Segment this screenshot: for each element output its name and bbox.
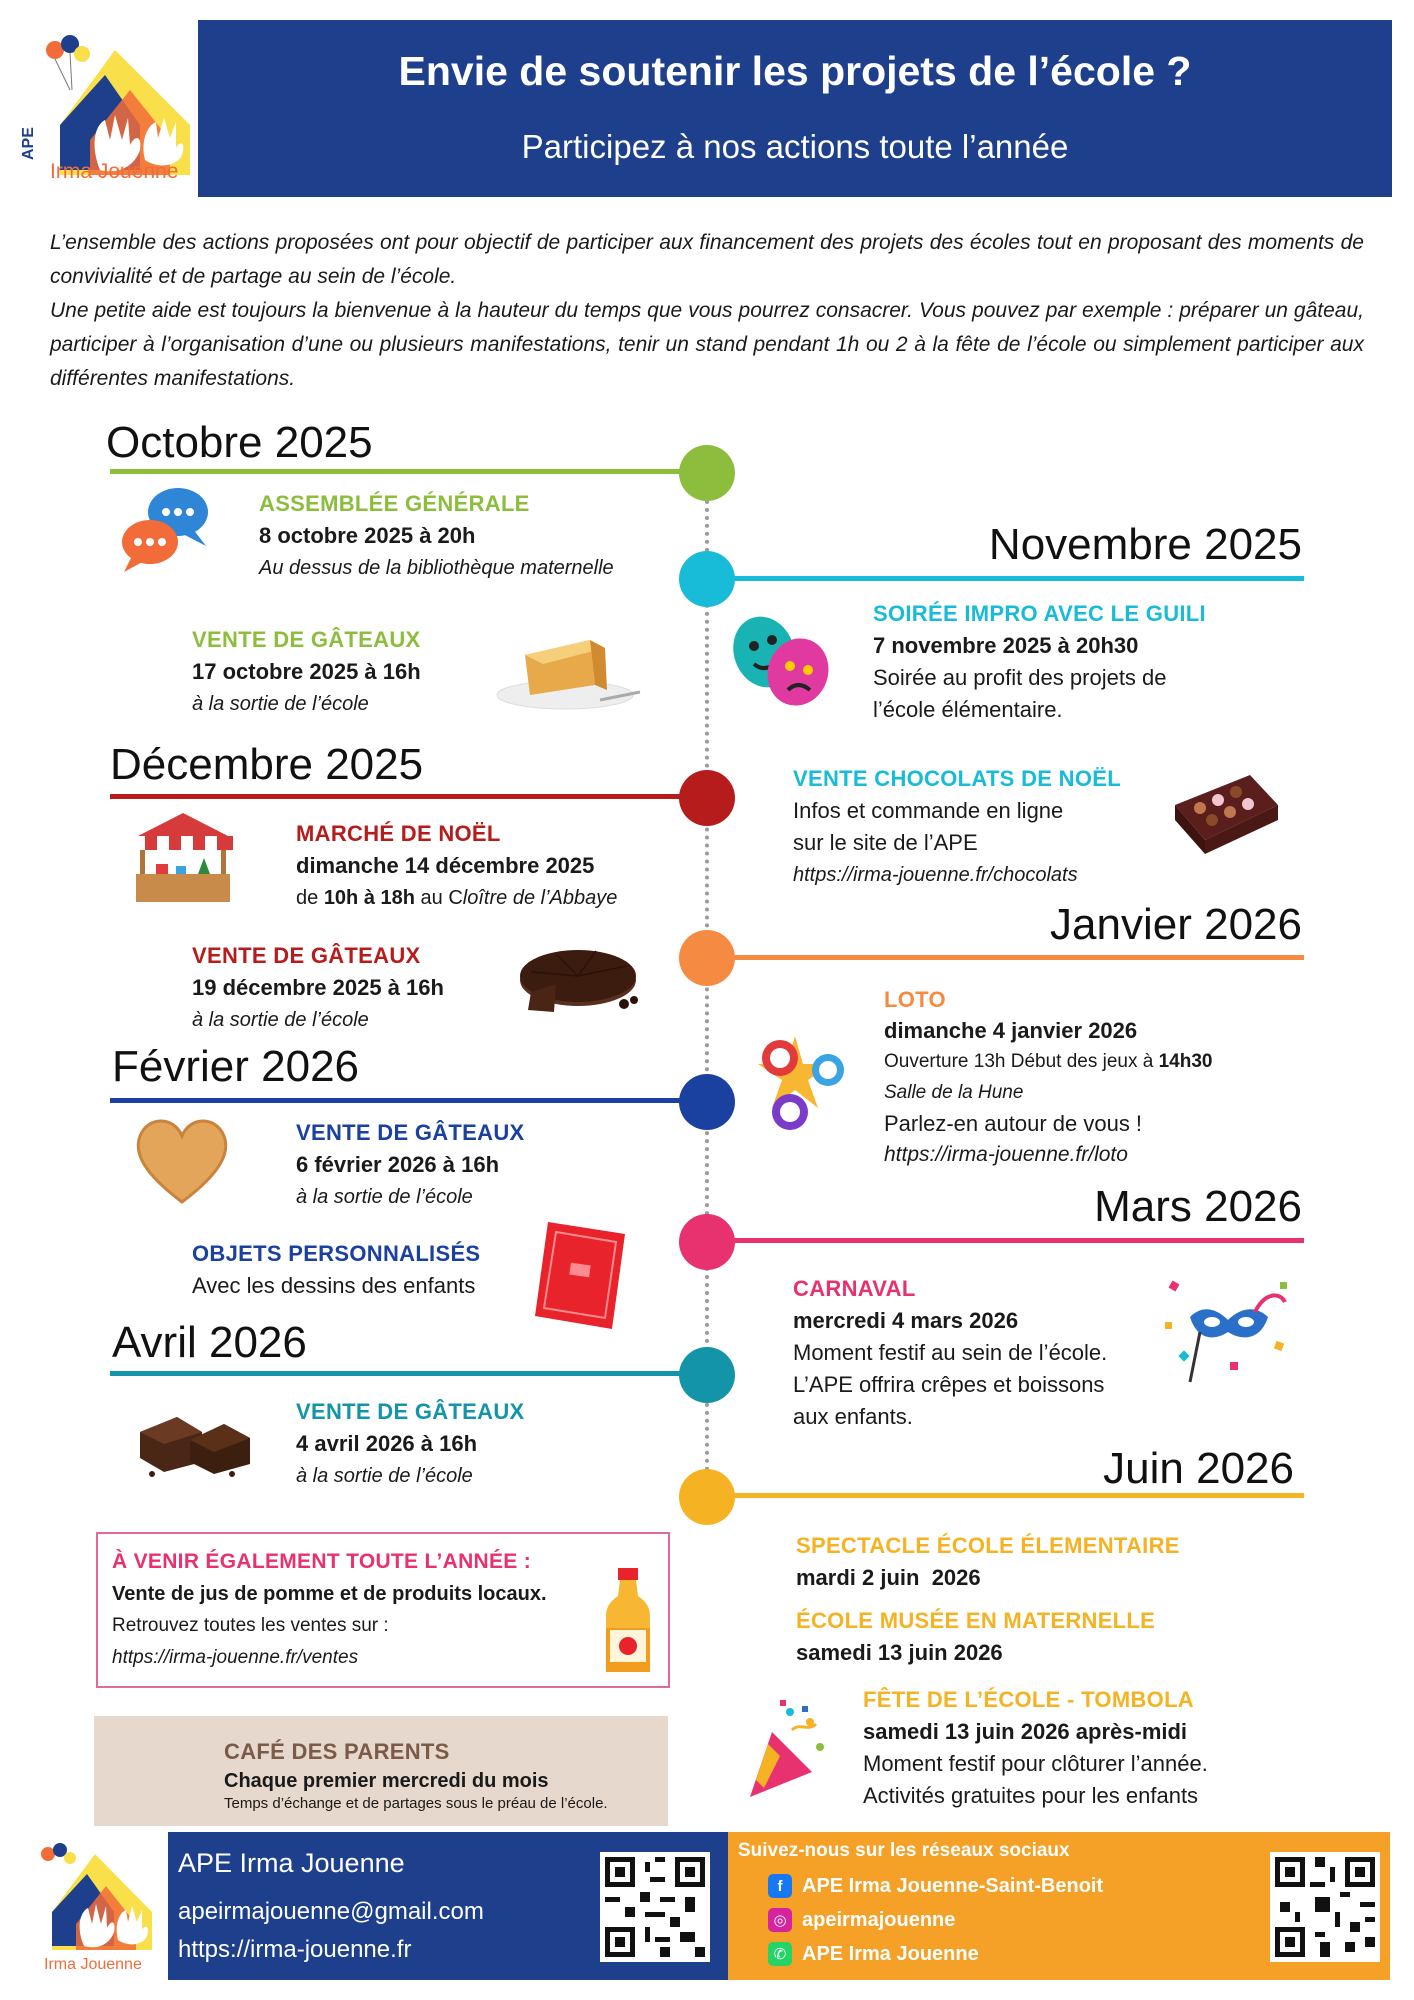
line-oct — [110, 469, 692, 474]
event-title: FÊTE DE L’ÉCOLE - TOMBOLA — [863, 1687, 1194, 1712]
month-nov: Novembre 2025 — [988, 520, 1302, 569]
qr-code-site[interactable] — [600, 1852, 710, 1962]
line-mar — [720, 1238, 1304, 1243]
footer-follow: Suivez-nous sur les réseaux sociaux — [738, 1840, 1070, 1861]
event-hours: 10h à 18h — [323, 887, 415, 909]
event-text-1: Infos et commande en ligne — [793, 798, 1064, 823]
event-title: SPECTACLE ÉCOLE ÉLEMENTAIRE — [796, 1533, 1180, 1558]
line-dec — [110, 794, 692, 799]
node-oct — [679, 445, 735, 501]
event-de: de — [296, 887, 319, 909]
footer-social — [728, 1832, 1390, 1980]
event-place: à la sortie de l’école — [192, 693, 369, 715]
event-place: à la sortie de l’école — [296, 1465, 473, 1487]
event-place: loître de l’Abbaye — [462, 887, 618, 909]
a-venir-title: À VENIR ÉGALEMENT TOUTE L’ANNÉE : — [112, 1550, 532, 1573]
line-feb — [110, 1098, 692, 1103]
event-text-1: Moment festif au sein de l’école. — [793, 1340, 1108, 1365]
a-venir-content — [112, 1546, 547, 1674]
a-venir-line-2: Retrouvez toutes les ventes sur : — [112, 1615, 389, 1636]
event-title: VENTE DE GÂTEAUX — [192, 943, 421, 968]
event-date: 7 novembre 2025 à 20h30 — [873, 633, 1139, 658]
a-venir-box — [96, 1532, 670, 1688]
event-assemblee-generale — [259, 488, 614, 584]
event-text-3: aux enfants. — [793, 1404, 913, 1429]
event-date: 6 février 2026 à 16h — [296, 1152, 500, 1177]
cafe-content — [224, 1736, 608, 1814]
page-title: Envie de soutenir les projets de l’école ? — [398, 48, 1192, 94]
event-opening-line — [884, 1046, 1212, 1077]
heart-biscuit-icon — [132, 1112, 232, 1212]
cafe-title: CAFÉ DES PARENTS — [224, 1739, 450, 1764]
cafe-parents-box — [94, 1716, 668, 1826]
footer-contact — [168, 1832, 728, 1980]
month-jun: Juin 2026 — [1103, 1444, 1294, 1493]
event-soiree-impro — [873, 598, 1206, 726]
node-jun — [679, 1469, 735, 1525]
sponge-cake-icon — [495, 620, 645, 720]
month-oct: Octobre 2025 — [106, 418, 373, 467]
logo-name: Irma Jouenne — [50, 160, 179, 183]
facebook-link[interactable] — [768, 1874, 1103, 1898]
event-text-2: Activités gratuites pour les enfants — [863, 1783, 1199, 1808]
chocolate-box-icon — [1170, 770, 1280, 860]
event-date: samedi 13 juin 2026 après-midi — [863, 1719, 1188, 1744]
event-start: 14h30 — [1158, 1051, 1213, 1072]
brownies-icon — [132, 1392, 257, 1482]
event-spectacle — [796, 1530, 1180, 1594]
month-mar: Mars 2026 — [1094, 1182, 1302, 1231]
event-date: samedi 13 juin 2026 — [796, 1640, 1003, 1665]
month-feb: Février 2026 — [112, 1042, 360, 1091]
facebook-icon: f — [768, 1874, 792, 1898]
header-banner — [198, 20, 1392, 197]
event-place: à la sortie de l’école — [192, 1009, 369, 1031]
cafe-line-1: Chaque premier mercredi du mois — [224, 1770, 549, 1792]
event-vente-gateaux-dec — [192, 940, 444, 1036]
event-place: Salle de la Hune — [884, 1082, 1024, 1103]
event-talk: Parlez-en autour de vous ! — [884, 1111, 1143, 1136]
whatsapp-label: APE Irma Jouenne — [802, 1942, 979, 1965]
event-title: SOIRÉE IMPRO AVEC LE GUILI — [873, 601, 1206, 626]
personalized-tea-towel-icon — [530, 1214, 630, 1339]
party-popper-icon — [740, 1692, 830, 1807]
event-text-1: Soirée au profit des projets de — [873, 665, 1167, 690]
event-date: 4 avril 2026 à 16h — [296, 1431, 478, 1456]
whatsapp-link[interactable] — [768, 1942, 979, 1966]
chat-bubbles-icon — [118, 484, 213, 579]
whatsapp-icon: ✆ — [768, 1942, 792, 1966]
ventes-link[interactable]: https://irma-jouenne.fr/ventes — [112, 1647, 359, 1668]
event-title: VENTE CHOCOLATS DE NOËL — [793, 766, 1121, 791]
theatre-masks-icon — [726, 612, 836, 717]
node-jan — [679, 930, 735, 986]
event-date: mardi 2 juin 2026 — [796, 1565, 981, 1590]
event-date: 19 décembre 2025 à 16h — [192, 975, 444, 1000]
facebook-label: APE Irma Jouenne-Saint-Benoit — [802, 1874, 1104, 1897]
loto-link[interactable]: https://irma-jouenne.fr/loto — [884, 1143, 1128, 1166]
event-date: 17 octobre 2025 à 16h — [192, 659, 421, 684]
event-ecole-musee — [796, 1605, 1155, 1669]
a-venir-line-1: Vente de jus de pomme et de produits locaux. — [112, 1583, 547, 1605]
chocolats-link[interactable]: https://irma-jouenne.fr/chocolats — [793, 864, 1078, 886]
month-apr: Avril 2026 — [112, 1318, 307, 1367]
footer-email[interactable]: apeirmajouenne@gmail.com — [178, 1898, 484, 1925]
event-fete-ecole — [863, 1684, 1208, 1812]
event-text-2: l’école élémentaire. — [873, 697, 1063, 722]
line-jan — [720, 955, 1304, 960]
event-au: au C — [420, 887, 463, 909]
node-apr — [679, 1347, 735, 1403]
instagram-label: apeirmajouenne — [802, 1908, 956, 1931]
event-date: mercredi 4 mars 2026 — [793, 1308, 1019, 1333]
instagram-icon: ◎ — [768, 1908, 792, 1932]
node-nov — [679, 551, 735, 607]
event-title: VENTE DE GÂTEAUX — [296, 1120, 525, 1145]
event-date: dimanche 4 janvier 2026 — [884, 1018, 1138, 1043]
event-text-2: L’APE offrira crêpes et boissons — [793, 1372, 1105, 1397]
event-place: à la sortie de l’école — [296, 1186, 473, 1208]
event-text-2: sur le site de l’APE — [793, 830, 978, 855]
chocolate-tart-icon — [516, 942, 646, 1027]
event-title: VENTE DE GÂTEAUX — [192, 627, 421, 652]
footer-site[interactable]: https://irma-jouenne.fr — [178, 1936, 412, 1963]
node-dec — [679, 770, 735, 826]
event-title: MARCHÉ DE NOËL — [296, 821, 501, 846]
event-vente-gateaux-oct — [192, 624, 421, 720]
month-jan: Janvier 2026 — [1050, 900, 1302, 949]
node-feb — [679, 1074, 735, 1130]
event-place: Au dessus de la bibliothèque maternelle — [259, 557, 614, 579]
event-title: ASSEMBLÉE GÉNÉRALE — [259, 491, 530, 516]
line-apr — [110, 1371, 692, 1376]
event-loto — [884, 984, 1212, 1170]
carnival-mask-icon — [1160, 1272, 1295, 1397]
event-hours-line — [296, 882, 617, 914]
intro-paragraph-2: Une petite aide est toujours la bienvenue à la hauteur du temps que vous pourrez consacrer. Vous pouvez par exemple : préparer un gâteau, participer à l’organisation d’une ou plusieurs manifestations, tenir un stand pendant 1h ou 2 à la fête de l’école ou simplement participer aux différentes manifestations. — [50, 299, 1364, 390]
market-stall-icon — [128, 808, 238, 913]
month-dec: Décembre 2025 — [110, 740, 424, 789]
instagram-link[interactable] — [768, 1908, 955, 1932]
intro-paragraph-1: L’ensemble des actions proposées ont pour objectif de participer aux financement des projets des écoles tout en proposant des moments de convivialité et de partage au sein de l’école. — [50, 231, 1364, 288]
logo-ape-text: APE — [20, 127, 37, 160]
event-title: ÉCOLE MUSÉE EN MATERNELLE — [796, 1608, 1156, 1633]
event-vente-chocolats — [793, 763, 1121, 891]
event-title: OBJETS PERSONNALISÉS — [192, 1241, 481, 1266]
page-subtitle: Participez à nos actions toute l’année — [521, 128, 1069, 165]
event-vente-gateaux-feb — [296, 1117, 525, 1213]
footer-logo-name: Irma Jouenne — [44, 1956, 142, 1973]
footer-name: APE Irma Jouenne — [178, 1848, 405, 1878]
event-title: LOTO — [884, 987, 946, 1012]
event-title: VENTE DE GÂTEAUX — [296, 1399, 525, 1424]
line-nov — [720, 576, 1304, 581]
event-objets-personnalises — [192, 1238, 480, 1302]
event-opening: Ouverture 13h Début des jeux à — [884, 1051, 1159, 1072]
cafe-line-2: Temps d’échange et de partages sous le préau de l’école. — [224, 1795, 608, 1812]
qr-code-social[interactable] — [1270, 1852, 1380, 1962]
event-marche-noel — [296, 818, 617, 914]
node-mar — [679, 1214, 735, 1270]
lottery-balls-icon — [740, 1026, 860, 1141]
event-title: CARNAVAL — [793, 1276, 916, 1301]
event-carnaval — [793, 1273, 1107, 1433]
intro-text — [50, 226, 1364, 396]
event-date: dimanche 14 décembre 2025 — [296, 853, 595, 878]
event-vente-gateaux-apr — [296, 1396, 525, 1492]
event-text-1: Moment festif pour clôturer l’année. — [863, 1751, 1208, 1776]
event-text-1: Avec les dessins des enfants — [192, 1273, 476, 1298]
event-date: 8 octobre 2025 à 20h — [259, 523, 476, 548]
